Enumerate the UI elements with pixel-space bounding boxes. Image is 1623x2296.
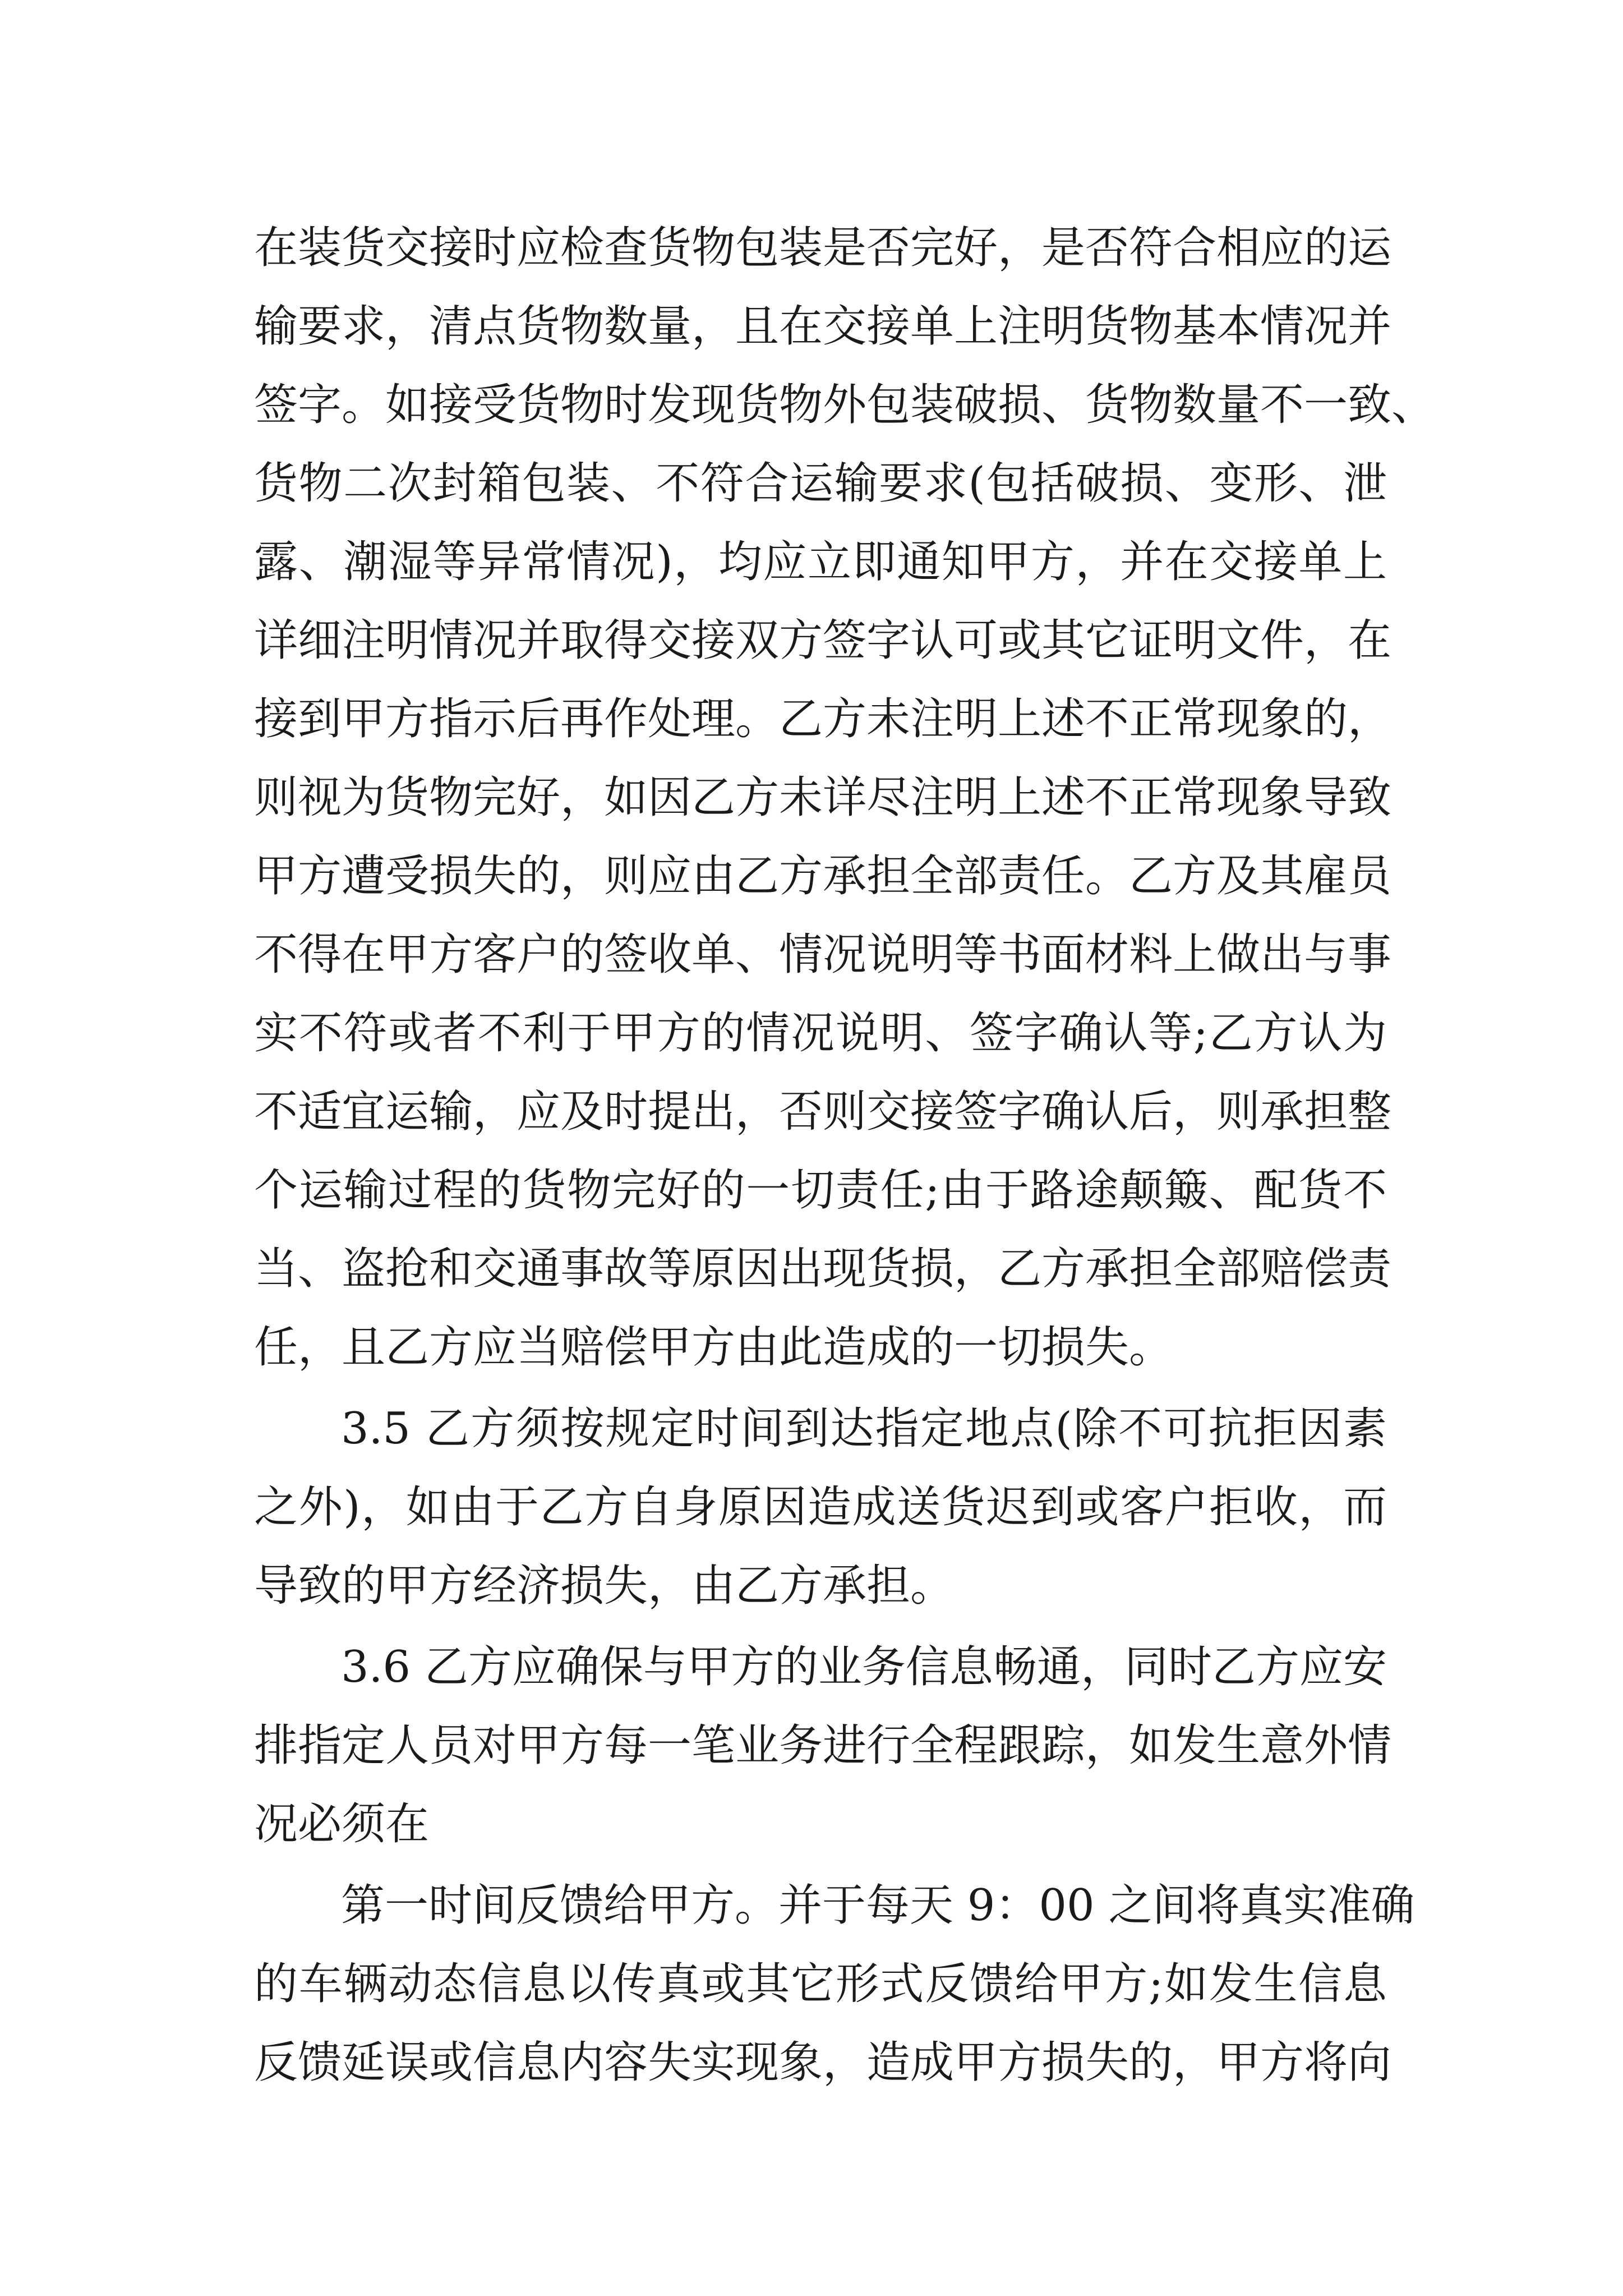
text-line-15: 任，且乙方应当赔偿甲方由此造成的一切损失。 — [254, 1322, 1173, 1373]
text-line-13: 个运输过程的货物完好的一切责任;由于路途颠簸、配货不 — [254, 1165, 1387, 1216]
text-line-7: 接到甲方指示后再作处理。乙方未注明上述不正常现象的， — [254, 694, 1392, 744]
text-line-21: 况必须在 — [254, 1799, 430, 1849]
text-line-10: 不得在甲方客户的签收单、情况说明等书面材料上做出与事 — [254, 930, 1392, 980]
text-line-1: 在装货交接时应检查货物包装是否完好，是否符合相应的运 — [254, 223, 1392, 273]
text-line-24: 反馈延误或信息内容失实现象，造成甲方损失的，甲方将向 — [254, 2037, 1392, 2088]
text-line-20: 排指定人员对甲方每一笔业务进行全程跟踪，如发生意外情 — [254, 1720, 1392, 1771]
text-line-9: 甲方遭受损失的，则应由乙方承担全部责任。乙方及其雇员 — [254, 851, 1392, 901]
text-line-17: 之外)，如由于乙方自身原因造成送货迟到或客户拒收，而 — [254, 1482, 1387, 1533]
text-line-12: 不适宜运输，应及时提出，否则交接签字确认后，则承担整 — [254, 1087, 1392, 1137]
text-line-2: 输要求，清点货物数量，且在交接单上注明货物基本情况并 — [254, 301, 1392, 352]
paragraph-3-6-first-line: 3.6 乙方应确保与甲方的业务信息畅通，同时乙方应安 — [341, 1642, 1387, 1692]
text-line-14: 当、盗抢和交通事故等原因出现货损，乙方承担全部赔偿责 — [254, 1244, 1392, 1294]
text-line-3: 签字。如接受货物时发现货物外包装破损、货物数量不一致、 — [254, 380, 1436, 430]
text-line-11: 实不符或者不利于甲方的情况说明、签字确认等;乙方认为 — [254, 1008, 1387, 1059]
text-line-23: 的车辆动态信息以传真或其它形式反馈给甲方;如发生信息 — [254, 1959, 1387, 2009]
paragraph-3-5-first-line: 3.5 乙方须按规定时间到达指定地点(除不可抗拒因素 — [341, 1404, 1387, 1454]
paragraph-continuation-first-line: 第一时间反馈给甲方。并于每天 9：00 之间将真实准确 — [341, 1880, 1415, 1931]
text-line-5: 露、潮湿等异常情况)，均应立即通知甲方，并在交接单上 — [254, 537, 1387, 587]
text-line-6: 详细注明情况并取得交接双方签字认可或其它证明文件，在 — [254, 615, 1392, 666]
text-line-8: 则视为货物完好，如因乙方未详尽注明上述不正常现象导致 — [254, 772, 1392, 823]
text-line-18: 导致的甲方经济损失，由乙方承担。 — [254, 1561, 955, 1611]
text-line-4: 货物二次封箱包装、不符合运输要求(包括破损、变形、泄 — [254, 458, 1387, 509]
